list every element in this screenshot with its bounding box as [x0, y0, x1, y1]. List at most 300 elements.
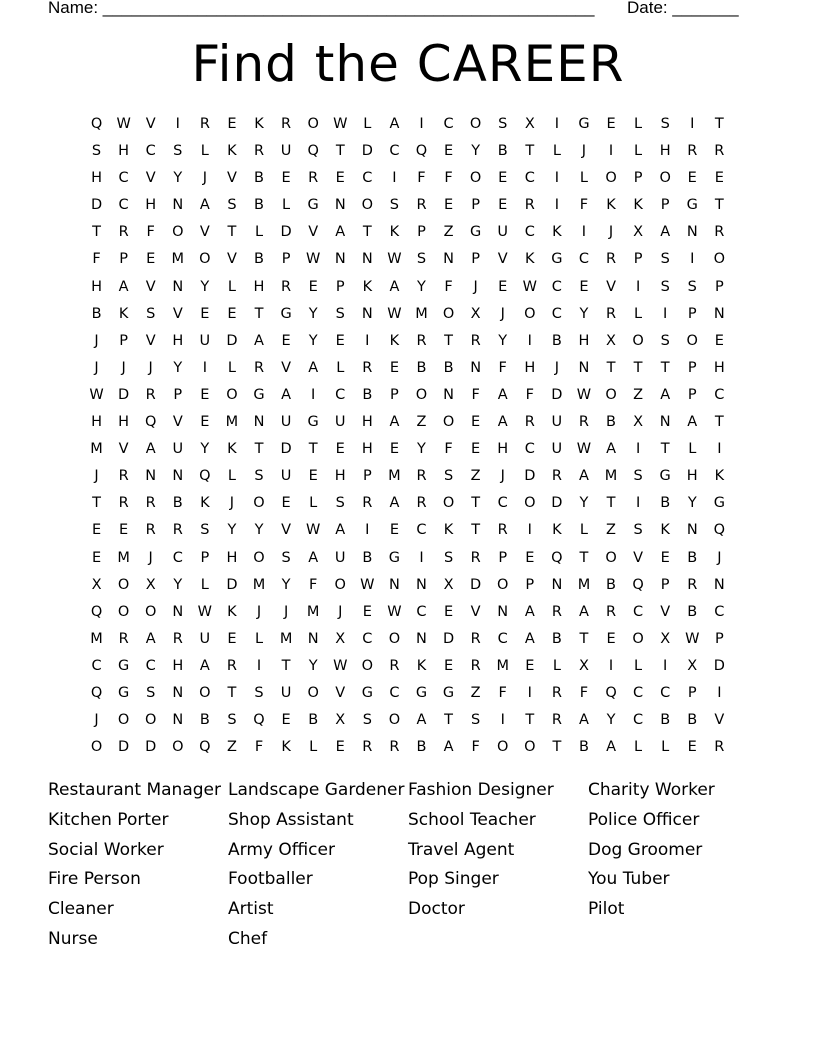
grid-letter: L [200, 576, 209, 593]
grid-letter: L [363, 116, 372, 132]
grid-letter: G [280, 305, 292, 322]
grid-row [83, 572, 733, 599]
grid-letter: Z [226, 739, 237, 756]
grid-letter: A [660, 386, 671, 403]
grid-letter: Y [254, 522, 264, 539]
grid-letter: I [608, 657, 614, 674]
grid-letter: M [252, 576, 266, 593]
grid-letter: S [633, 522, 643, 539]
grid-letter: K [362, 278, 373, 295]
grid-letter: O [632, 630, 644, 647]
grid-letter: T [471, 495, 481, 512]
grid-letter: L [688, 441, 697, 458]
grid-letter: T [227, 224, 237, 241]
grid-letter: O [497, 739, 509, 756]
grid-letter: R [226, 657, 237, 674]
grid-letter: R [118, 468, 129, 485]
grid-letter: L [634, 739, 643, 756]
grid-letter: C [172, 549, 183, 566]
grid-letter: O [388, 630, 401, 647]
word-list-item: Charity Worker [588, 780, 715, 800]
grid-letter: Q [415, 143, 428, 160]
grid-letter: J [338, 603, 343, 620]
grid-letter: B [660, 495, 671, 512]
grid-letter: Q [551, 549, 563, 566]
grid-letter: S [660, 116, 670, 132]
grid-letter: D [280, 441, 292, 458]
grid-letter: V [633, 549, 644, 566]
grid-letter: G [659, 468, 671, 485]
grid-letter: V [118, 441, 129, 458]
grid-letter: I [527, 332, 532, 349]
grid-letter: C [416, 522, 427, 539]
grid-letter: Z [470, 684, 481, 701]
grid-letter: V [145, 278, 156, 295]
grid-letter: I [554, 170, 559, 187]
grid-letter: C [578, 251, 589, 268]
grid-letter: A [497, 386, 508, 403]
grid-letter: R [416, 468, 427, 485]
grid-letter: T [660, 441, 670, 458]
word-list-item: Pop Singer [408, 869, 499, 890]
grid-row [83, 246, 733, 273]
grid-letter: M [279, 630, 293, 647]
grid-letter: V [308, 224, 319, 241]
grid-letter: L [227, 278, 236, 295]
grid-letter: S [416, 251, 427, 268]
grid-letter: Q [199, 739, 211, 756]
grid-letter: F [498, 359, 507, 376]
grid-letter: B [172, 495, 183, 512]
grid-row [83, 274, 733, 301]
grid-letter: V [335, 684, 346, 701]
grid-letter: F [308, 576, 318, 593]
grid-letter: B [416, 359, 427, 376]
grid-letter: E [389, 359, 399, 376]
grid-letter: R [551, 603, 562, 620]
grid-letter: A [389, 278, 400, 295]
grid-letter: P [714, 630, 724, 647]
grid-row [83, 165, 733, 192]
grid-letter: I [608, 143, 614, 160]
grid-letter: C [660, 684, 671, 701]
grid-letter: E [606, 116, 616, 132]
grid-letter: I [690, 251, 695, 268]
word-list-item: Travel Agent [408, 839, 515, 860]
grid-letter: T [660, 359, 670, 376]
grid-row [83, 138, 733, 165]
grid-letter: E [227, 116, 237, 132]
grid-letter: O [117, 712, 130, 729]
grid-letter: T [633, 359, 643, 376]
grid-letter: W [387, 603, 402, 620]
grid-letter: M [225, 414, 239, 431]
grid-letter: R [253, 143, 265, 160]
grid-letter: I [419, 116, 424, 132]
grid-letter: J [94, 712, 99, 729]
grid-letter: W [387, 251, 402, 268]
grid-letter: S [389, 197, 399, 214]
grid-letter: P [498, 549, 508, 566]
grid-letter: O [253, 549, 265, 566]
grid-letter: P [714, 278, 724, 295]
grid-letter: C [91, 657, 102, 674]
grid-letter: C [416, 603, 427, 620]
grid-letter: Y [498, 332, 508, 349]
grid-letter: F [471, 386, 480, 403]
grid-letter: V [497, 251, 508, 268]
grid-letter: Y [173, 359, 183, 376]
grid-letter: R [389, 739, 400, 756]
grid-letter: X [633, 224, 644, 241]
grid-letter: T [579, 630, 589, 647]
grid-letter: H [524, 359, 536, 376]
grid-letter: D [361, 143, 373, 160]
grid-row [83, 463, 733, 490]
grid-letter: B [416, 739, 427, 756]
grid-letter: N [551, 576, 563, 593]
grid-letter: L [634, 143, 643, 160]
grid-letter: R [416, 495, 427, 512]
grid-letter: X [335, 630, 346, 647]
grid-letter: C [145, 657, 156, 674]
grid-letter: E [281, 332, 291, 349]
word-list-item: School Teacher [408, 809, 536, 830]
grid-letter: C [551, 305, 562, 322]
grid-letter: E [335, 441, 345, 458]
grid-letter: V [660, 603, 671, 620]
grid-letter: S [335, 305, 345, 322]
grid-letter: E [200, 414, 210, 431]
grid-letter: O [144, 712, 157, 729]
grid-letter: C [335, 386, 346, 403]
grid-letter: L [282, 197, 291, 214]
grid-letter: C [118, 197, 129, 214]
grid-letter: T [579, 549, 589, 566]
grid-letter: P [660, 576, 670, 593]
grid-letter: Y [173, 576, 183, 593]
grid-letter: R [578, 414, 589, 431]
grid-letter: A [254, 332, 264, 349]
grid-letter: C [118, 170, 129, 187]
grid-row [83, 707, 733, 734]
grid-letter: J [608, 224, 614, 241]
grid-letter: N [145, 468, 157, 485]
grid-letter: M [577, 576, 591, 593]
grid-letter: E [119, 522, 129, 539]
grid-letter: I [663, 657, 668, 674]
grid-letter: R [470, 630, 481, 647]
grid-row [83, 653, 733, 680]
grid-letter: R [362, 359, 373, 376]
grid-letter: R [470, 657, 481, 674]
grid-letter: E [687, 170, 697, 187]
grid-letter: H [578, 332, 590, 349]
grid-letter: R [389, 657, 400, 674]
page-title: Find the CAREER [191, 35, 625, 93]
grid-letter: I [202, 359, 207, 376]
grid-letter: J [229, 495, 235, 512]
grid-letter: J [202, 170, 207, 187]
grid-letter: O [144, 603, 157, 620]
grid-letter: B [443, 359, 454, 376]
grid-letter: L [254, 630, 264, 647]
grid-letter: V [226, 170, 237, 187]
grid-letter: O [497, 576, 509, 593]
grid-letter: M [90, 630, 103, 647]
grid-letter: E [227, 305, 237, 322]
grid-letter: J [121, 359, 126, 376]
grid-letter: O [415, 386, 428, 403]
grid-letter: E [362, 603, 372, 620]
grid-letter: S [146, 684, 156, 701]
grid-letter: S [335, 495, 345, 512]
word-list-item: Kitchen Porter [48, 809, 169, 830]
grid-letter: E [227, 630, 237, 647]
grid-letter: I [554, 116, 559, 132]
grid-letter: O [442, 305, 455, 322]
grid-letter: G [361, 684, 373, 701]
grid-letter: E [525, 549, 535, 566]
grid-letter: E [579, 278, 589, 295]
grid-letter: A [308, 359, 319, 376]
grid-letter: A [145, 441, 156, 458]
grid-letter: U [551, 441, 563, 458]
grid-letter: O [226, 386, 238, 403]
grid-letter: N [172, 278, 184, 295]
grid-letter: A [497, 414, 508, 431]
grid-letter: V [470, 603, 481, 620]
grid-letter: O [632, 332, 644, 349]
grid-letter: P [471, 197, 480, 214]
grid-letter: X [443, 576, 454, 593]
grid-letter: Y [200, 441, 210, 458]
grid-letter: J [94, 359, 99, 376]
grid-letter: E [91, 549, 102, 566]
grid-letter: S [660, 332, 670, 349]
grid-letter: H [713, 359, 725, 376]
grid-letter: D [280, 224, 292, 241]
grid-letter: D [551, 495, 563, 512]
word-list-item: Restaurant Manager [48, 780, 221, 800]
grid-letter: R [551, 684, 562, 701]
grid-letter: I [717, 441, 722, 458]
grid-letter: M [90, 441, 103, 458]
grid-letter: O [713, 251, 726, 268]
grid-letter: M [496, 657, 509, 674]
grid-letter: V [172, 305, 183, 322]
grid-letter: K [525, 251, 535, 268]
grid-letter: D [145, 739, 157, 756]
grid-letter: T [606, 495, 616, 512]
grid-letter: T [606, 359, 616, 376]
grid-letter: I [635, 495, 641, 512]
grid-letter: C [362, 630, 373, 647]
grid-letter: X [660, 630, 671, 647]
grid-letter: D [524, 468, 536, 485]
grid-letter: E [200, 386, 210, 403]
grid-letter: E [471, 441, 481, 458]
grid-letter: H [91, 278, 102, 295]
grid-letter: R [362, 495, 373, 512]
word-list-item: Doctor [408, 899, 465, 920]
grid-letter: Y [227, 522, 237, 539]
grid-letter: V [281, 522, 292, 539]
grid-letter: B [606, 414, 616, 431]
grid-letter: R [470, 332, 481, 349]
grid-letter: Y [579, 305, 589, 322]
grid-letter: H [118, 414, 130, 431]
grid-letter: O [469, 116, 482, 132]
grid-letter: R [524, 414, 535, 431]
grid-letter: N [713, 305, 725, 322]
grid-letter: C [551, 278, 562, 295]
grid-letter: T [92, 495, 101, 512]
grid-letter: J [554, 359, 559, 376]
grid-row [83, 626, 733, 653]
grid-letter: A [389, 495, 400, 512]
grid-row [83, 409, 733, 436]
grid-letter: H [91, 414, 102, 431]
grid-letter: L [309, 495, 318, 512]
grid-letter: E [498, 170, 508, 187]
grid-letter: R [416, 332, 427, 349]
grid-letter: G [117, 657, 130, 674]
grid-letter: S [687, 278, 697, 295]
grid-letter: P [687, 386, 697, 403]
grid-letter: M [604, 468, 618, 485]
grid-letter: O [307, 684, 319, 701]
grid-letter: S [146, 305, 156, 322]
grid-letter: K [714, 468, 725, 485]
grid-letter: B [687, 549, 698, 566]
grid-letter: E [146, 251, 156, 268]
grid-letter: U [172, 441, 184, 458]
grid-letter: Q [632, 576, 644, 593]
grid-letter: C [633, 603, 644, 620]
grid-letter: A [578, 603, 589, 620]
grid-letter: E [471, 414, 481, 431]
grid-letter: R [118, 495, 129, 512]
grid-letter: Y [281, 576, 291, 593]
grid-letter: Y [308, 657, 318, 674]
grid-letter: S [471, 712, 481, 729]
grid-letter: E [91, 522, 102, 539]
grid-letter: A [578, 712, 589, 729]
grid-letter: Q [90, 684, 103, 701]
grid-letter: B [254, 251, 264, 268]
grid-letter: B [199, 712, 210, 729]
grid-letter: F [417, 170, 426, 187]
grid-letter: H [172, 332, 184, 349]
letter-grid [83, 111, 733, 761]
word-list-item: You Tuber [588, 869, 670, 890]
grid-letter: O [117, 603, 130, 620]
grid-letter: T [254, 305, 264, 322]
grid-letter: P [173, 386, 183, 403]
grid-letter: N [361, 251, 373, 268]
grid-letter: E [335, 332, 345, 349]
grid-letter: D [551, 386, 563, 403]
grid-letter: N [470, 359, 482, 376]
grid-letter: K [633, 197, 643, 214]
grid-letter: E [308, 468, 318, 485]
grid-letter: T [227, 684, 237, 701]
grid-letter: L [227, 468, 236, 485]
grid-letter: D [118, 739, 130, 756]
grid-letter: O [388, 712, 401, 729]
grid-letter: I [365, 332, 370, 349]
grid-letter: W [685, 630, 700, 647]
grid-letter: N [686, 522, 698, 539]
grid-letter: I [554, 197, 559, 214]
grid-letter: B [687, 603, 698, 620]
grid-letter: W [305, 251, 321, 268]
grid-letter: H [361, 414, 373, 431]
grid-letter: V [714, 712, 725, 729]
grid-letter: M [171, 251, 185, 268]
grid-letter: C [714, 603, 725, 620]
grid-letter: C [633, 684, 644, 701]
grid-letter: O [442, 414, 455, 431]
grid-letter: V [606, 278, 616, 295]
grid-letter: G [470, 224, 482, 241]
grid-letter: N [172, 712, 184, 729]
grid-letter: S [498, 116, 508, 132]
grid-letter: E [443, 657, 454, 674]
grid-letter: N [172, 197, 184, 214]
grid-letter: O [199, 684, 211, 701]
grid-letter: P [119, 332, 128, 349]
grid-letter: U [280, 143, 292, 160]
grid-letter: Q [90, 116, 103, 132]
grid-letter: U [280, 684, 292, 701]
header-line [48, 0, 748, 19]
grid-letter: H [145, 197, 157, 214]
word-list-item: Footballer [228, 869, 313, 890]
grid-letter: S [227, 712, 237, 729]
grid-letter: I [663, 305, 668, 322]
grid-letter: I [527, 522, 532, 539]
grid-letter: E [308, 278, 318, 295]
grid-letter: H [659, 143, 671, 160]
grid-letter: U [280, 414, 292, 431]
grid-letter: C [389, 143, 400, 160]
grid-letter: Y [471, 143, 481, 160]
grid-letter: R [687, 143, 698, 160]
grid-letter: K [660, 522, 670, 539]
grid-letter: A [660, 224, 671, 241]
grid-letter: H [497, 441, 509, 458]
grid-letter: K [606, 197, 616, 214]
grid-letter: V [145, 170, 156, 187]
grid-letter: B [362, 549, 373, 566]
grid-letter: O [307, 116, 319, 132]
grid-letter: R [199, 116, 210, 132]
grid-letter: R [118, 224, 129, 241]
grid-letter: A [118, 278, 129, 295]
grid-letter: A [335, 224, 346, 241]
grid-letter: L [634, 116, 643, 132]
grid-letter: N [253, 414, 265, 431]
grid-letter: G [713, 495, 725, 512]
grid-letter: V [145, 116, 156, 132]
grid-letter: F [471, 739, 480, 756]
grid-letter: K [200, 495, 210, 512]
grid-letter: W [522, 278, 537, 295]
grid-letter: H [172, 657, 184, 674]
date-field-label: Date: _______ [627, 0, 739, 17]
